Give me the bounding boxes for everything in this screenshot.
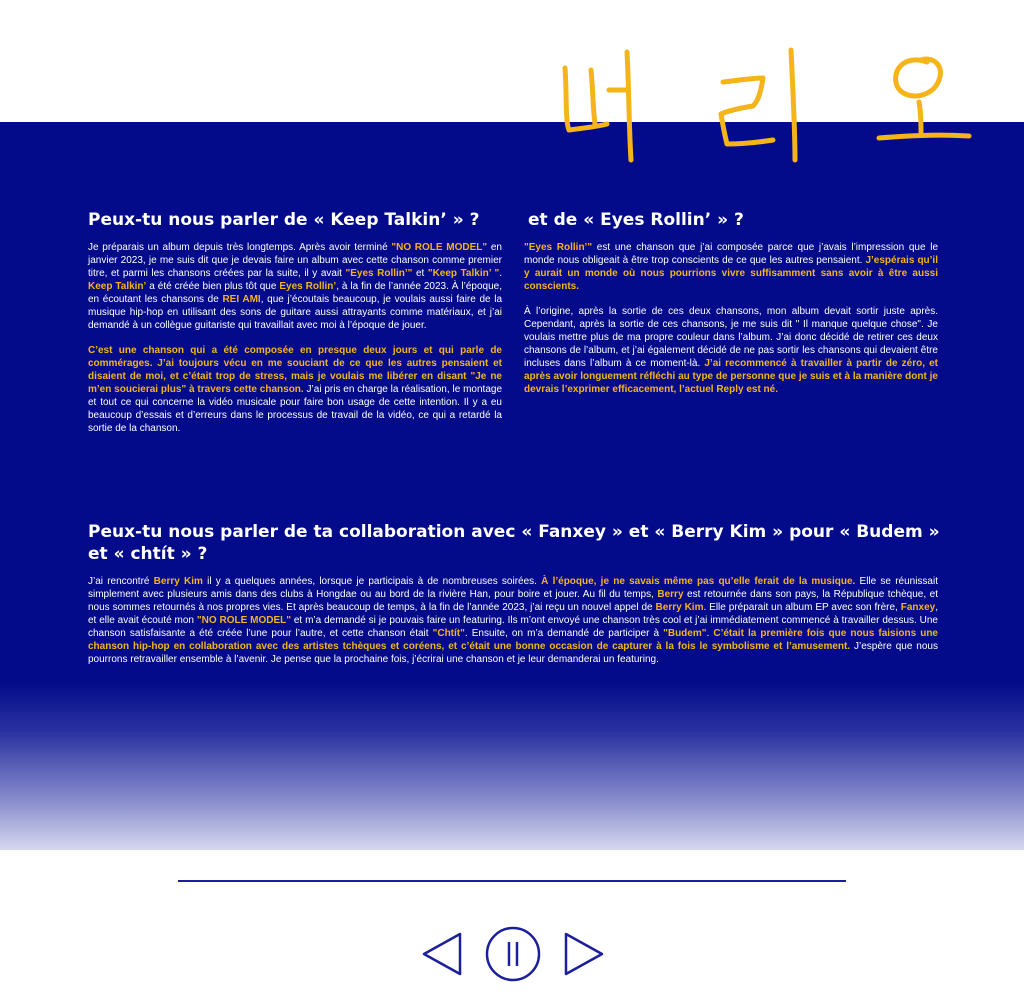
highlighted-text: Berry Kim: [153, 576, 203, 587]
paragraph: [88, 241, 502, 332]
highlighted-text: Eyes Rollin’: [279, 281, 337, 292]
body-text: , que j’écoutais beaucoup, je voulais aussi faire de la musique hip-hop en utilisant des sons de guitare aussi attrayants comme matériaux, et j’ai demandé à un collègue guitariste qui travaillait avec moi à l’époque de jouer.: [88, 294, 503, 331]
body-text: .: [706, 628, 714, 639]
body-text: J’ai pris en charge la réalisation, le montage et tout ce qui concerne la vidéo musicale pour faire bon usage de cette intention. Il y a eu beaucoup d’essais et d’erreurs dans le processus de travail de la vidéo, ce qui a retardé la sortie de la chanson.: [88, 384, 502, 434]
body-text: J’espère que nous pourrons retravailler ensemble à l’avenir. Je pense que la prochaine fois, j’écrirai une chanson et je leur demanderai un featuring.: [88, 641, 938, 665]
body-text: est retournée dans son pays, la République tchèque, et nous sommes retournés à nos propres vies. Et après beaucoup de temps, à la fin de l’année 2023, j’ai reçu un nouvel appel de: [88, 589, 938, 613]
highlighted-text: REI AMI: [222, 294, 261, 305]
body-text: J’ai rencontré: [88, 576, 154, 587]
highlighted-text: "Chtít": [432, 628, 465, 639]
body-text: Elle se réunissait simplement avec plusieurs amis dans des clubs à Hongdae ou au bord de la rivière Han, pour boire et jouer. Au fil du temps,: [88, 576, 938, 600]
section-keep-talkin-body: [88, 241, 502, 447]
highlighted-text: "Budem": [663, 628, 707, 639]
section-collaboration-body: [88, 575, 938, 678]
body-text: . Elle préparait un album EP avec son frère,: [703, 602, 901, 613]
section-eyes-rollin-body: [524, 241, 938, 408]
highlighted-text: Berry: [657, 589, 684, 600]
highlighted-text: À l’époque, je ne savais même pas qu’elle ferait de la musique.: [541, 576, 856, 587]
highlighted-text: Keep Talkin’: [88, 281, 147, 292]
highlighted-text: Berry Kim: [655, 602, 704, 613]
body-text: est une chanson que j’ai composée parce que j’avais l’impression que le monde nous obligeait à être trop conscients de ce que les autres pensaient.: [524, 242, 939, 266]
highlighted-text: Fanxey: [900, 602, 936, 613]
body-text: .: [499, 268, 502, 279]
highlighted-text: J’ai recommencé à travailler à partir de zéro, et après avoir longuement réfléchi au type de personne que je suis et à la manière dont je devrais l’exprimer efficacement, l’actuel Reply est né.: [524, 358, 938, 395]
divider: [178, 880, 846, 882]
paragraph: [524, 241, 938, 293]
highlighted-text: "Eyes Rollin’": [345, 268, 413, 279]
highlighted-text: "NO ROLE MODEL": [196, 615, 291, 626]
body-text: À l’origine, après la sortie de ces deux chansons, mon album devait sortir juste après. Cependant, après la sortie de ces chansons, je me suis dit " Il manque quelque chose". Je voulais mettre plus de ma propre couleur dans l’album. J’ai donc décidé de retirer ces deux chansons de l’album, et j’ai également décidé de ne pas sortir les chansons qui devaient être incluses dans l’album à ce moment-là.: [524, 306, 938, 369]
paragraph: [88, 575, 938, 666]
body-text: en janvier 2023, je me suis dit que je devais faire un album avec cette chanson comme premier titre, et parmi les chansons créées par la suite, il y avait: [88, 242, 502, 279]
body-text: Je préparais un album depuis très longtemps. Après avoir terminé: [88, 242, 392, 253]
highlighted-text: "Keep Talkin’ ": [427, 268, 500, 279]
body-text: . Ensuite, on m’a demandé de participer à: [464, 628, 664, 639]
highlighted-text: "NO ROLE MODEL": [391, 242, 488, 253]
highlighted-text: "Eyes Rollin’": [524, 242, 593, 253]
pause-icon[interactable]: [485, 926, 541, 982]
body-text: a été créée bien plus tôt que: [146, 281, 280, 292]
body-text: , et elle avait écouté mon: [88, 602, 938, 626]
body-text: et m’a demandé si je pouvais faire un featuring. Ils m’ont envoyé une chanson très cool et j’ai immédiatement commencé à travailler dessus. Une chanson satisfaisante a été créée l’une pour l’autre, et cette chanson était: [88, 615, 938, 639]
section-title-eyes-rollin: et de « Eyes Rollin’ » ?: [528, 210, 744, 230]
body-text: , à la fin de l’année 2023. À l’époque, en écoutant les chansons de: [88, 281, 503, 305]
brand-logo: [555, 40, 975, 165]
body-text: et: [412, 268, 428, 279]
paragraph: [88, 344, 502, 435]
paragraph: [524, 305, 938, 396]
next-icon[interactable]: [562, 930, 606, 978]
previous-icon[interactable]: [420, 930, 464, 978]
highlighted-text: C’était la première fois que nous faisions une chanson hip-hop en collaboration avec des artistes tchèques et coréens, et c’était une bonne occasion de capturer à la fois le symbolisme et l’amusement.: [88, 628, 938, 652]
body-text: il y a quelques années, lorsque je participais à de nombreuses soirées.: [202, 576, 542, 587]
section-title-collaboration: Peux-tu nous parler de ta collaboration avec « Fanxey » et « Berry Kim » pour « Budem » et « chtít » ?: [88, 522, 940, 564]
highlighted-text: J’espérais qu’il y aurait un monde où nous pourrions vivre suffisamment sans avoir à être aussi conscients.: [524, 255, 938, 292]
highlighted-text: C’est une chanson qui a été composée en presque deux jours et qui parle de commérages. J’ai toujours vécu en me souciant de ce que les autres pensaient et disaient de moi, et c’était trop de stress, mais je voulais me libérer en disant "Je ne m’en soucierai plus" à travers cette chanson.: [88, 345, 502, 395]
article-background-band: [0, 122, 1024, 850]
section-title-keep-talkin: Peux-tu nous parler de « Keep Talkin’ » ?: [88, 210, 480, 230]
